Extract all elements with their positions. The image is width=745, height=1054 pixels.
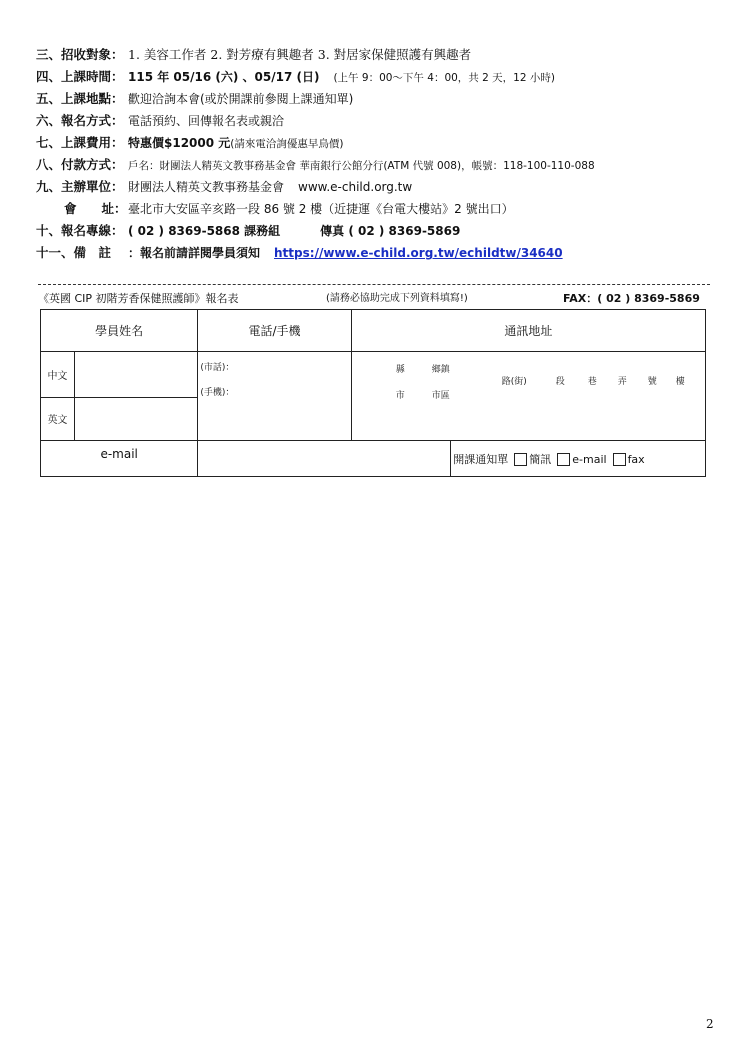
addr-floor: 樓	[675, 377, 685, 387]
info-value: ：報名前請詳閱學員須知	[128, 246, 261, 260]
info-label: 八、付款方式：	[36, 157, 124, 172]
info-label: 四、上課時間：	[36, 69, 124, 84]
form-header	[38, 291, 710, 307]
info-row-remark	[36, 242, 716, 264]
info-value: 特惠價$12000 元	[128, 136, 231, 150]
course-info	[36, 44, 716, 264]
info-label: 九、主辦單位：	[36, 179, 124, 194]
info-row-time	[36, 66, 716, 88]
cut-line	[38, 284, 710, 285]
info-label: 七、上課費用：	[36, 135, 124, 150]
info-value: 財團法人精英文教事務基金會	[128, 180, 285, 194]
info-label: 十一、備 註	[36, 245, 112, 260]
email-input[interactable]	[198, 441, 451, 477]
info-row-fee	[36, 132, 716, 154]
form-row-chinese	[41, 352, 706, 398]
chinese-label: 中文	[41, 352, 75, 398]
info-row-payment	[36, 154, 716, 176]
fax-checkbox[interactable]	[613, 453, 626, 466]
info-row-location	[36, 88, 716, 110]
addr-number: 號	[647, 377, 657, 387]
chinese-name-input[interactable]	[74, 352, 197, 398]
email-option: e-mail	[572, 452, 607, 466]
info-label: 六、報名方式：	[36, 113, 124, 128]
phone-cell[interactable]	[198, 352, 351, 441]
info-label: 三、招收對象：	[36, 47, 124, 62]
info-value: 電話預約、回傳報名表或親洽	[128, 114, 285, 128]
sms-option: 簡訊	[529, 452, 552, 466]
fax-number: 傳真 ( 02 ) 8369-5869	[320, 224, 461, 238]
form-note: (請務必協助完成下列資料填寫!)	[326, 293, 468, 304]
header-phone: 電話/手機	[198, 310, 351, 352]
registration-form	[40, 309, 706, 477]
form-header-row	[41, 310, 706, 352]
info-value: ( 02 ) 8369-5868 課務組	[128, 224, 281, 238]
info-note: (請來電洽詢優惠早鳥價)	[230, 138, 344, 150]
english-label: 英文	[41, 397, 75, 441]
notice-label: 開課通知單	[453, 452, 509, 466]
email-label: e-mail	[41, 441, 198, 477]
info-row-signup	[36, 110, 716, 132]
info-value: 臺北市大安區辛亥路一段 86 號 2 樓（近捷運《台電大樓站》2 號出口）	[128, 202, 514, 216]
info-label: 會 址：	[64, 201, 127, 216]
info-row-target	[36, 44, 716, 66]
addr-city: 市	[395, 391, 405, 401]
addr-section: 段	[555, 377, 565, 387]
notice-link[interactable]: https://www.e-child.org.tw/echildtw/34640	[274, 246, 563, 260]
english-name-input[interactable]	[74, 397, 197, 441]
page-number: 2	[706, 1017, 714, 1031]
form-fax: FAX：( 02 ) 8369-5869	[563, 292, 700, 305]
addr-town: 鄉鎮	[431, 365, 450, 375]
sms-checkbox[interactable]	[514, 453, 527, 466]
form-row-email	[41, 441, 706, 477]
addr-district: 市區	[431, 391, 450, 401]
addr-county: 縣	[395, 365, 405, 375]
notice-options	[451, 441, 706, 477]
header-address: 通訊地址	[351, 310, 705, 352]
addr-lane: 巷	[587, 377, 597, 387]
addr-street: 路(街)	[501, 377, 527, 387]
info-value: 戶名：財團法人精英文教事務基金會 華南銀行公館分行(ATM 代號 008)，帳號：118-100-110-088	[128, 160, 595, 172]
info-label: 五、上課地點：	[36, 91, 124, 106]
form-title: 《英國 CIP 初階芳香保健照護師》報名表	[38, 292, 239, 305]
addr-alley: 弄	[617, 377, 627, 387]
info-value: 歡迎洽詢本會(或於開課前參閱上課通知單)	[128, 92, 354, 106]
fax-option: fax	[627, 452, 645, 466]
info-note: (上午 9：00～下午 4：00，共 2 天，12 小時)	[333, 72, 555, 84]
address-cell[interactable]	[351, 352, 705, 441]
organizer-website[interactable]: www.e-child.org.tw	[298, 180, 413, 194]
header-name: 學員姓名	[41, 310, 198, 352]
info-value: 1. 美容工作者 2. 對芳療有興趣者 3. 對居家保健照護有興趣者	[128, 47, 472, 62]
info-label: 十、報名專線：	[36, 223, 124, 238]
info-value: 115 年 05/16 (六) 、05/17 (日)	[128, 70, 320, 84]
phone-home-label: (市話)：	[200, 363, 235, 373]
phone-mobile-label: (手機)：	[200, 388, 235, 398]
info-row-organizer	[36, 176, 716, 198]
email-checkbox[interactable]	[557, 453, 570, 466]
info-row-hotline	[36, 220, 716, 242]
info-row-address	[36, 198, 716, 220]
